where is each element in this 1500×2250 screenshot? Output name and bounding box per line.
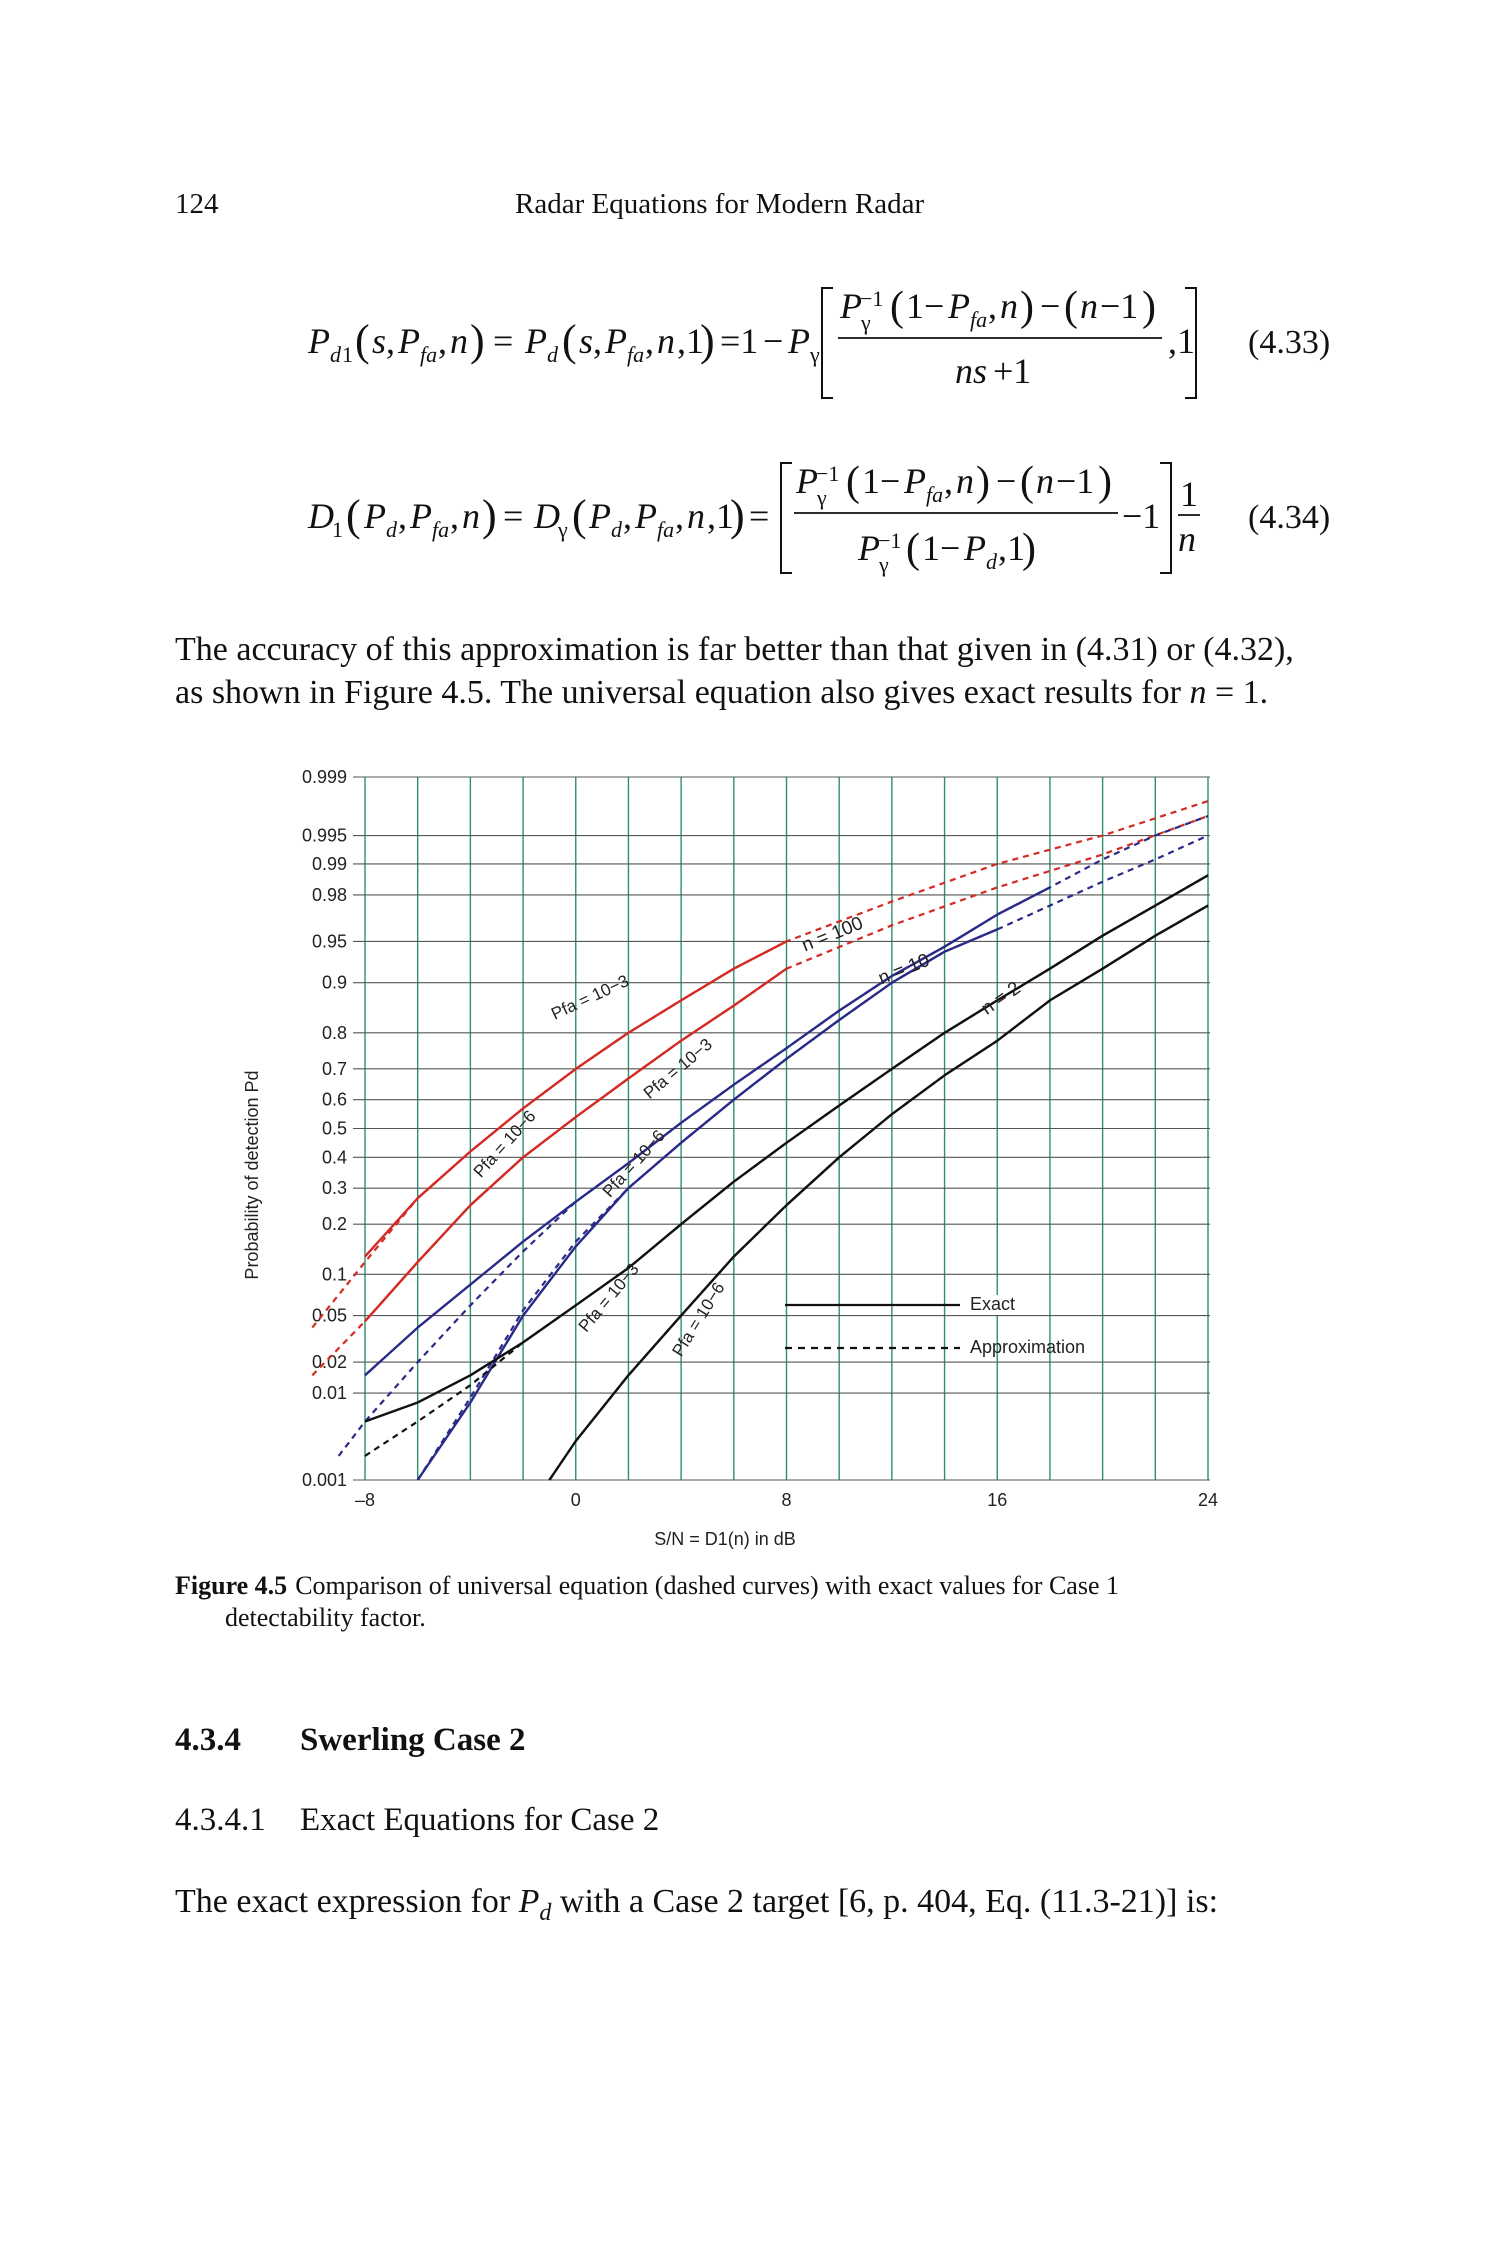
paragraph-case2: [175, 1883, 1218, 1927]
svg-text:1−: 1−: [862, 461, 901, 501]
svg-text:): ): [1142, 284, 1156, 330]
svg-text:,: ,: [386, 321, 395, 361]
svg-text:(: (: [1064, 284, 1078, 330]
equation-4-33: [300, 268, 1340, 408]
svg-text:P: P: [948, 286, 970, 326]
svg-text:γ: γ: [879, 552, 889, 577]
svg-text:P: P: [858, 528, 880, 568]
svg-text:1: 1: [332, 517, 343, 542]
section-title: Swerling Case 2: [300, 1722, 526, 1758]
svg-text:d: d: [986, 549, 997, 574]
svg-text:,1: ,1: [707, 496, 734, 536]
series-line-n10-solid: [418, 929, 998, 1480]
curve-annotation: Pfa = 10−6: [598, 1126, 669, 1201]
svg-text:−1: −1: [1100, 286, 1139, 326]
svg-text:,: ,: [988, 286, 997, 326]
svg-text:P: P: [410, 496, 432, 536]
svg-text:P: P: [964, 528, 986, 568]
paragraph-accuracy: [175, 628, 1335, 714]
svg-text:fa: fa: [657, 517, 675, 542]
y-tick-label: 0.8: [321, 1022, 347, 1043]
svg-text:P: P: [788, 321, 810, 361]
x-tick-label: 0: [570, 1490, 581, 1510]
svg-text:): ): [1020, 284, 1034, 330]
svg-text:,: ,: [438, 321, 447, 361]
svg-text:P: P: [589, 496, 611, 536]
text-run: The exact expression for: [175, 1883, 519, 1920]
svg-text:fa: fa: [432, 517, 450, 542]
caption-text-cont: detectability factor.: [225, 1603, 426, 1632]
subsection-heading: [175, 1802, 659, 1839]
svg-text:−: −: [996, 461, 1017, 501]
text-run: as shown in Figure 4.5. The universal equation also gives exact results for: [175, 674, 1190, 711]
svg-text:−1: −1: [878, 528, 902, 553]
svg-text:fa: fa: [926, 482, 944, 507]
y-tick-label: 0.995: [301, 825, 347, 846]
y-tick-label: 0.98: [311, 884, 347, 905]
figure-4-5: [240, 755, 1240, 1555]
svg-text:−1: −1: [1122, 496, 1161, 536]
curve-annotation: Pfa = 10−6: [668, 1279, 729, 1360]
svg-text:(: (: [1020, 459, 1034, 505]
svg-text:fa: fa: [970, 307, 988, 332]
svg-text:,: ,: [675, 496, 684, 536]
svg-text:(: (: [572, 491, 587, 540]
x-tick-label: –8: [354, 1490, 376, 1510]
svg-text:P: P: [364, 496, 386, 536]
curve-annotation: Pfa = 10−3: [639, 1034, 716, 1103]
equation-4-34: [300, 443, 1340, 583]
svg-text:): ): [700, 316, 715, 365]
y-tick-label: 0.5: [321, 1118, 347, 1139]
paragraph-line: The accuracy of this approximation is far better than that given in (4.31) or (4.32),: [175, 631, 1294, 668]
chart-grid: [302, 767, 1218, 1510]
y-tick-label: 0.02: [311, 1352, 347, 1373]
subsection-title: Exact Equations for Case 2: [300, 1802, 660, 1838]
caption-label: Figure 4.5: [175, 1571, 288, 1600]
svg-text:(: (: [562, 316, 577, 365]
svg-text:): ): [730, 491, 745, 540]
curve-annotation: Pfa = 10−3: [574, 1259, 643, 1336]
svg-text:γ: γ: [817, 485, 827, 510]
svg-text:1−: 1−: [922, 528, 961, 568]
y-tick-label: 0.6: [321, 1089, 347, 1110]
curve-annotation: n = 100: [798, 912, 867, 957]
svg-text:s: s: [372, 321, 387, 361]
text-run: = 1.: [1206, 674, 1269, 711]
svg-text:P: P: [605, 321, 627, 361]
svg-text:,: ,: [645, 321, 654, 361]
y-tick-label: 0.01: [311, 1383, 347, 1404]
svg-text:,: ,: [398, 496, 407, 536]
svg-text:1−: 1−: [906, 286, 945, 326]
y-tick-label: 0.9: [321, 972, 347, 993]
svg-text:(: (: [355, 316, 370, 365]
svg-text:n: n: [1000, 286, 1018, 326]
caption-text: Comparison of universal equation (dashed curves) with exact values for Case 1: [295, 1571, 1119, 1600]
svg-text:−: −: [1040, 286, 1061, 326]
series-line-n100-dashed: [312, 801, 1208, 1328]
x-axis-label: S/N = D1(n) in dB: [654, 1529, 796, 1549]
svg-text:=: =: [493, 321, 514, 361]
chart-series: [312, 801, 1208, 1480]
svg-text:P: P: [398, 321, 420, 361]
svg-text:P: P: [840, 286, 862, 326]
svg-text:,1: ,1: [677, 321, 704, 361]
svg-text:fa: fa: [420, 342, 438, 367]
svg-text:,: ,: [623, 496, 632, 536]
figure-caption: [175, 1570, 1235, 1634]
svg-text:=: =: [503, 496, 524, 536]
y-tick-label: 0.05: [311, 1305, 347, 1326]
svg-text:P: P: [635, 496, 657, 536]
svg-text:,: ,: [593, 321, 602, 361]
y-tick-label: 0.999: [301, 767, 347, 787]
svg-text:d: d: [386, 517, 397, 542]
y-tick-label: 0.001: [301, 1470, 347, 1490]
variable-n: n: [1189, 674, 1207, 711]
svg-text:): ): [1098, 459, 1112, 505]
svg-text:n: n: [687, 496, 705, 536]
subsection-number: 4.3.4.1: [175, 1802, 266, 1838]
pd-chart: [240, 755, 1240, 1555]
svg-text:+1: +1: [993, 351, 1032, 391]
curve-annotation: n = 2: [977, 977, 1025, 1020]
svg-text:(: (: [906, 526, 920, 572]
svg-text:ns: ns: [955, 351, 988, 391]
y-tick-label: 0.7: [321, 1058, 347, 1079]
y-tick-label: 0.2: [321, 1214, 347, 1235]
svg-text:(: (: [846, 459, 860, 505]
page-number: 124: [175, 188, 219, 220]
y-tick-label: 0.4: [321, 1147, 347, 1168]
series-line-n10-dashed: [339, 816, 1208, 1456]
svg-text:−1: −1: [816, 461, 840, 486]
svg-text:s: s: [579, 321, 594, 361]
svg-text:fa: fa: [627, 342, 645, 367]
svg-text:−1: −1: [860, 286, 884, 311]
svg-text:,: ,: [450, 496, 459, 536]
svg-text:P: P: [796, 461, 818, 501]
equation-number: (4.33): [1248, 324, 1331, 361]
svg-text:1: 1: [1180, 474, 1198, 514]
svg-text:,1: ,1: [1168, 321, 1195, 361]
svg-text:): ): [470, 316, 485, 365]
y-axis-label: Probability of detection Pd: [242, 1070, 262, 1280]
curve-annotation: Pfa = 10−6: [469, 1106, 540, 1182]
svg-text:n: n: [462, 496, 480, 536]
svg-text:P: P: [308, 321, 330, 361]
y-tick-label: 0.99: [311, 853, 347, 874]
x-tick-label: 16: [987, 1490, 1008, 1510]
section-number: 4.3.4: [175, 1722, 241, 1758]
svg-text:,: ,: [944, 461, 953, 501]
chart-legend: [785, 1294, 1085, 1357]
svg-text:n: n: [956, 461, 974, 501]
variable-p: P: [518, 1883, 540, 1920]
svg-text:γ: γ: [861, 310, 871, 335]
chart-annotations: [470, 913, 1025, 1360]
x-tick-label: 24: [1197, 1490, 1219, 1510]
x-tick-label: 8: [781, 1490, 792, 1510]
equation-number: (4.34): [1248, 499, 1331, 536]
svg-text:(: (: [346, 491, 361, 540]
y-tick-label: 0.3: [321, 1178, 347, 1199]
svg-text:d: d: [330, 342, 341, 367]
svg-text:): ): [482, 491, 497, 540]
svg-text:): ): [976, 459, 990, 505]
svg-text:(: (: [890, 284, 904, 330]
series-line-n100-dashed: [312, 816, 1208, 1375]
y-tick-label: 0.1: [321, 1264, 347, 1285]
svg-text:n: n: [1036, 461, 1054, 501]
curve-annotation: Pfa = 10−3: [548, 971, 632, 1024]
svg-text:=1: =1: [720, 321, 759, 361]
svg-text:1: 1: [342, 342, 353, 367]
svg-text:=: =: [749, 496, 770, 536]
svg-text:−1: −1: [1056, 461, 1095, 501]
section-heading: [175, 1722, 526, 1759]
svg-text:D: D: [308, 496, 334, 536]
legend-approx-label: Approximation: [970, 1337, 1086, 1357]
svg-text:D: D: [534, 496, 560, 536]
svg-text:P: P: [904, 461, 926, 501]
legend-exact-label: Exact: [970, 1294, 1016, 1314]
svg-text:,1: ,1: [998, 528, 1025, 568]
variable-sub: d: [539, 1899, 552, 1926]
svg-text:γ: γ: [810, 342, 820, 367]
text-run: with a Case 2 target [6, p. 404, Eq. (11.3-21)] is:: [551, 1883, 1219, 1920]
y-tick-label: 0.95: [311, 931, 347, 952]
svg-text:): ): [1022, 526, 1036, 572]
svg-text:n: n: [657, 321, 675, 361]
svg-text:n: n: [1178, 519, 1196, 559]
svg-text:n: n: [450, 321, 468, 361]
svg-text:γ: γ: [558, 517, 568, 542]
curve-annotation: n = 10: [875, 949, 933, 990]
running-title: Radar Equations for Modern Radar: [515, 188, 925, 220]
svg-text:d: d: [611, 517, 622, 542]
svg-text:n: n: [1080, 286, 1098, 326]
svg-text:−: −: [763, 321, 784, 361]
svg-text:d: d: [547, 342, 558, 367]
paragraph-line: [175, 671, 1335, 714]
svg-text:P: P: [525, 321, 547, 361]
